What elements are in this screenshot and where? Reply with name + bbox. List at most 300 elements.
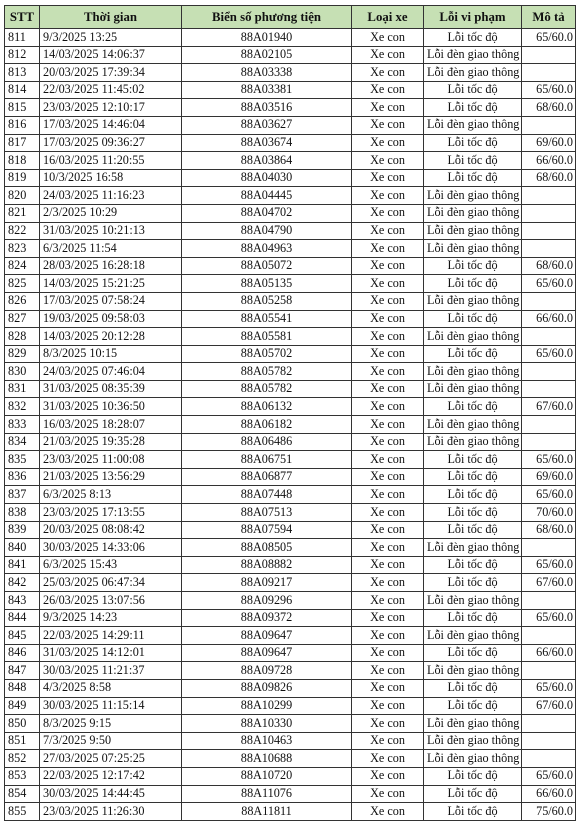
cell-violation: Lỗi đèn giao thông — [424, 732, 522, 750]
table-row — [5, 785, 576, 803]
cell-vehicle-type: Xe con — [352, 433, 424, 451]
cell-plate: 88A03627 — [182, 116, 352, 134]
cell-note — [522, 222, 576, 240]
violations-table — [4, 5, 576, 821]
cell-stt: 826 — [5, 292, 40, 310]
table-row — [5, 240, 576, 258]
cell-stt: 832 — [5, 398, 40, 416]
cell-vehicle-type: Xe con — [352, 574, 424, 592]
cell-stt: 819 — [5, 169, 40, 187]
table-body — [5, 29, 576, 821]
cell-stt: 853 — [5, 767, 40, 785]
cell-time: 16/03/2025 18:28:07 — [40, 416, 182, 434]
cell-time: 31/03/2025 14:12:01 — [40, 644, 182, 662]
cell-stt: 812 — [5, 46, 40, 64]
table-row — [5, 697, 576, 715]
cell-stt: 827 — [5, 310, 40, 328]
cell-note: 66/60.0 — [522, 310, 576, 328]
cell-time: 30/03/2025 11:15:14 — [40, 697, 182, 715]
cell-violation: Lỗi đèn giao thông — [424, 222, 522, 240]
cell-violation: Lỗi đèn giao thông — [424, 416, 522, 434]
table-row — [5, 64, 576, 82]
cell-violation: Lỗi tốc độ — [424, 169, 522, 187]
cell-plate: 88A09217 — [182, 574, 352, 592]
cell-vehicle-type: Xe con — [352, 539, 424, 557]
cell-plate: 88A09728 — [182, 662, 352, 680]
cell-vehicle-type: Xe con — [352, 134, 424, 152]
table-row — [5, 433, 576, 451]
cell-plate: 88A06877 — [182, 468, 352, 486]
cell-plate: 88A05702 — [182, 345, 352, 363]
cell-note — [522, 627, 576, 645]
cell-violation: Lỗi tốc độ — [424, 275, 522, 293]
table-row — [5, 81, 576, 99]
cell-stt: 828 — [5, 328, 40, 346]
table-row — [5, 662, 576, 680]
cell-stt: 855 — [5, 803, 40, 821]
cell-vehicle-type: Xe con — [352, 556, 424, 574]
cell-time: 17/03/2025 07:58:24 — [40, 292, 182, 310]
cell-plate: 88A10299 — [182, 697, 352, 715]
header-time: Thời gian — [40, 6, 182, 29]
cell-time: 22/03/2025 12:17:42 — [40, 767, 182, 785]
cell-violation: Lỗi tốc độ — [424, 679, 522, 697]
cell-note — [522, 363, 576, 381]
cell-plate: 88A02105 — [182, 46, 352, 64]
header-stt: STT — [5, 6, 40, 29]
cell-plate: 88A07448 — [182, 486, 352, 504]
cell-vehicle-type: Xe con — [352, 715, 424, 733]
cell-time: 6/3/2025 15:43 — [40, 556, 182, 574]
cell-plate: 88A03381 — [182, 81, 352, 99]
cell-stt: 831 — [5, 380, 40, 398]
cell-plate: 88A03338 — [182, 64, 352, 82]
table-row — [5, 750, 576, 768]
cell-violation: Lỗi tốc độ — [424, 29, 522, 47]
cell-time: 17/03/2025 09:36:27 — [40, 134, 182, 152]
cell-plate: 88A11811 — [182, 803, 352, 821]
header-violation: Lỗi vi phạm — [424, 6, 522, 29]
cell-note: 68/60.0 — [522, 521, 576, 539]
cell-plate: 88A10688 — [182, 750, 352, 768]
cell-violation: Lỗi tốc độ — [424, 81, 522, 99]
cell-plate: 88A04790 — [182, 222, 352, 240]
table-row — [5, 521, 576, 539]
table-row — [5, 609, 576, 627]
cell-violation: Lỗi tốc độ — [424, 697, 522, 715]
cell-violation: Lỗi tốc độ — [424, 468, 522, 486]
cell-time: 9/3/2025 13:25 — [40, 29, 182, 47]
cell-time: 8/3/2025 9:15 — [40, 715, 182, 733]
cell-stt: 838 — [5, 504, 40, 522]
cell-time: 14/03/2025 14:06:37 — [40, 46, 182, 64]
cell-note: 75/60.0 — [522, 803, 576, 821]
cell-plate: 88A06486 — [182, 433, 352, 451]
cell-vehicle-type: Xe con — [352, 732, 424, 750]
cell-stt: 815 — [5, 99, 40, 117]
cell-note: 68/60.0 — [522, 99, 576, 117]
cell-vehicle-type: Xe con — [352, 81, 424, 99]
cell-violation: Lỗi tốc độ — [424, 99, 522, 117]
cell-plate: 88A08505 — [182, 539, 352, 557]
cell-plate: 88A05258 — [182, 292, 352, 310]
cell-time: 21/03/2025 19:35:28 — [40, 433, 182, 451]
cell-time: 2/3/2025 10:29 — [40, 204, 182, 222]
cell-time: 19/03/2025 09:58:03 — [40, 310, 182, 328]
cell-stt: 833 — [5, 416, 40, 434]
cell-vehicle-type: Xe con — [352, 416, 424, 434]
cell-violation: Lỗi tốc độ — [424, 803, 522, 821]
cell-vehicle-type: Xe con — [352, 292, 424, 310]
cell-vehicle-type: Xe con — [352, 609, 424, 627]
cell-note — [522, 46, 576, 64]
cell-violation: Lỗi đèn giao thông — [424, 240, 522, 258]
cell-violation: Lỗi đèn giao thông — [424, 64, 522, 82]
cell-plate: 88A09647 — [182, 644, 352, 662]
cell-stt: 821 — [5, 204, 40, 222]
cell-vehicle-type: Xe con — [352, 275, 424, 293]
cell-stt: 841 — [5, 556, 40, 574]
table-row — [5, 574, 576, 592]
cell-stt: 816 — [5, 116, 40, 134]
cell-vehicle-type: Xe con — [352, 152, 424, 170]
cell-time: 31/03/2025 08:35:39 — [40, 380, 182, 398]
cell-violation: Lỗi đèn giao thông — [424, 627, 522, 645]
cell-time: 23/03/2025 17:13:55 — [40, 504, 182, 522]
cell-stt: 851 — [5, 732, 40, 750]
cell-time: 16/03/2025 11:20:55 — [40, 152, 182, 170]
table-row — [5, 767, 576, 785]
cell-note — [522, 715, 576, 733]
cell-vehicle-type: Xe con — [352, 116, 424, 134]
cell-note — [522, 187, 576, 205]
cell-stt: 849 — [5, 697, 40, 715]
cell-violation: Lỗi đèn giao thông — [424, 187, 522, 205]
cell-time: 14/03/2025 15:21:25 — [40, 275, 182, 293]
table-row — [5, 451, 576, 469]
cell-plate: 88A03864 — [182, 152, 352, 170]
cell-violation: Lỗi tốc độ — [424, 644, 522, 662]
cell-plate: 88A09296 — [182, 592, 352, 610]
cell-violation: Lỗi tốc độ — [424, 767, 522, 785]
cell-plate: 88A04445 — [182, 187, 352, 205]
table-row — [5, 715, 576, 733]
cell-stt: 844 — [5, 609, 40, 627]
cell-vehicle-type: Xe con — [352, 803, 424, 821]
cell-time: 31/03/2025 10:21:13 — [40, 222, 182, 240]
cell-plate: 88A01940 — [182, 29, 352, 47]
cell-plate: 88A07513 — [182, 504, 352, 522]
header-row — [5, 6, 576, 29]
cell-stt: 840 — [5, 539, 40, 557]
cell-time: 7/3/2025 9:50 — [40, 732, 182, 750]
cell-violation: Lỗi tốc độ — [424, 504, 522, 522]
cell-violation: Lỗi tốc độ — [424, 486, 522, 504]
cell-violation: Lỗi tốc độ — [424, 398, 522, 416]
cell-note: 65/60.0 — [522, 29, 576, 47]
cell-plate: 88A10463 — [182, 732, 352, 750]
cell-vehicle-type: Xe con — [352, 468, 424, 486]
cell-stt: 818 — [5, 152, 40, 170]
header-plate: Biển số phương tiện — [182, 6, 352, 29]
cell-vehicle-type: Xe con — [352, 187, 424, 205]
cell-vehicle-type: Xe con — [352, 363, 424, 381]
table-row — [5, 222, 576, 240]
cell-plate: 88A09826 — [182, 679, 352, 697]
cell-time: 20/03/2025 17:39:34 — [40, 64, 182, 82]
cell-plate: 88A05782 — [182, 380, 352, 398]
cell-time: 22/03/2025 14:29:11 — [40, 627, 182, 645]
cell-violation: Lỗi tốc độ — [424, 257, 522, 275]
table-row — [5, 416, 576, 434]
cell-violation: Lỗi đèn giao thông — [424, 363, 522, 381]
cell-time: 24/03/2025 11:16:23 — [40, 187, 182, 205]
cell-plate: 88A10330 — [182, 715, 352, 733]
cell-vehicle-type: Xe con — [352, 99, 424, 117]
table-row — [5, 275, 576, 293]
cell-time: 17/03/2025 14:46:04 — [40, 116, 182, 134]
cell-time: 30/03/2025 14:33:06 — [40, 539, 182, 557]
cell-note — [522, 116, 576, 134]
cell-time: 8/3/2025 10:15 — [40, 345, 182, 363]
table-row — [5, 504, 576, 522]
cell-vehicle-type: Xe con — [352, 592, 424, 610]
cell-plate: 88A11076 — [182, 785, 352, 803]
cell-note — [522, 416, 576, 434]
cell-note: 69/60.0 — [522, 134, 576, 152]
cell-plate: 88A05581 — [182, 328, 352, 346]
cell-stt: 839 — [5, 521, 40, 539]
cell-plate: 88A06132 — [182, 398, 352, 416]
cell-stt: 814 — [5, 81, 40, 99]
cell-violation: Lỗi tốc độ — [424, 521, 522, 539]
cell-stt: 829 — [5, 345, 40, 363]
cell-vehicle-type: Xe con — [352, 310, 424, 328]
cell-vehicle-type: Xe con — [352, 222, 424, 240]
cell-stt: 825 — [5, 275, 40, 293]
cell-vehicle-type: Xe con — [352, 451, 424, 469]
cell-plate: 88A05782 — [182, 363, 352, 381]
cell-time: 23/03/2025 11:26:30 — [40, 803, 182, 821]
cell-vehicle-type: Xe con — [352, 627, 424, 645]
cell-violation: Lỗi đèn giao thông — [424, 328, 522, 346]
cell-violation: Lỗi tốc độ — [424, 345, 522, 363]
table-row — [5, 310, 576, 328]
table-row — [5, 328, 576, 346]
cell-violation: Lỗi đèn giao thông — [424, 433, 522, 451]
cell-note — [522, 732, 576, 750]
cell-violation: Lỗi tốc độ — [424, 134, 522, 152]
cell-violation: Lỗi đèn giao thông — [424, 539, 522, 557]
cell-plate: 88A09372 — [182, 609, 352, 627]
cell-note: 65/60.0 — [522, 81, 576, 99]
header-vehicle-type: Loại xe — [352, 6, 424, 29]
cell-plate: 88A04702 — [182, 204, 352, 222]
table-row — [5, 187, 576, 205]
cell-stt: 811 — [5, 29, 40, 47]
table-row — [5, 345, 576, 363]
cell-stt: 834 — [5, 433, 40, 451]
cell-stt: 824 — [5, 257, 40, 275]
cell-time: 23/03/2025 12:10:17 — [40, 99, 182, 117]
cell-stt: 817 — [5, 134, 40, 152]
cell-violation: Lỗi đèn giao thông — [424, 292, 522, 310]
cell-stt: 835 — [5, 451, 40, 469]
cell-time: 20/03/2025 08:08:42 — [40, 521, 182, 539]
cell-violation: Lỗi tốc độ — [424, 451, 522, 469]
cell-note: 65/60.0 — [522, 486, 576, 504]
cell-plate: 88A03674 — [182, 134, 352, 152]
cell-time: 25/03/2025 06:47:34 — [40, 574, 182, 592]
table-row — [5, 468, 576, 486]
table-row — [5, 169, 576, 187]
table-row — [5, 732, 576, 750]
cell-time: 28/03/2025 16:28:18 — [40, 257, 182, 275]
cell-violation: Lỗi đèn giao thông — [424, 592, 522, 610]
cell-stt: 820 — [5, 187, 40, 205]
cell-stt: 822 — [5, 222, 40, 240]
cell-vehicle-type: Xe con — [352, 750, 424, 768]
cell-plate: 88A10720 — [182, 767, 352, 785]
cell-stt: 848 — [5, 679, 40, 697]
table-row — [5, 644, 576, 662]
cell-violation: Lỗi đèn giao thông — [424, 662, 522, 680]
table-row — [5, 679, 576, 697]
cell-plate: 88A06751 — [182, 451, 352, 469]
cell-vehicle-type: Xe con — [352, 46, 424, 64]
cell-time: 6/3/2025 8:13 — [40, 486, 182, 504]
cell-stt: 837 — [5, 486, 40, 504]
cell-vehicle-type: Xe con — [352, 257, 424, 275]
cell-vehicle-type: Xe con — [352, 64, 424, 82]
cell-time: 14/03/2025 20:12:28 — [40, 328, 182, 346]
cell-note: 65/60.0 — [522, 679, 576, 697]
cell-note — [522, 64, 576, 82]
cell-vehicle-type: Xe con — [352, 644, 424, 662]
cell-vehicle-type: Xe con — [352, 767, 424, 785]
table-row — [5, 29, 576, 47]
cell-note — [522, 592, 576, 610]
cell-vehicle-type: Xe con — [352, 398, 424, 416]
cell-note: 66/60.0 — [522, 644, 576, 662]
cell-note — [522, 380, 576, 398]
table-row — [5, 627, 576, 645]
cell-note: 68/60.0 — [522, 257, 576, 275]
cell-time: 24/03/2025 07:46:04 — [40, 363, 182, 381]
cell-violation: Lỗi tốc độ — [424, 574, 522, 592]
table-row — [5, 292, 576, 310]
cell-stt: 854 — [5, 785, 40, 803]
cell-plate: 88A06182 — [182, 416, 352, 434]
cell-violation: Lỗi tốc độ — [424, 556, 522, 574]
table-row — [5, 592, 576, 610]
cell-violation: Lỗi tốc độ — [424, 310, 522, 328]
table-row — [5, 116, 576, 134]
table-row — [5, 539, 576, 557]
cell-note: 65/60.0 — [522, 451, 576, 469]
cell-time: 9/3/2025 14:23 — [40, 609, 182, 627]
cell-stt: 823 — [5, 240, 40, 258]
cell-stt: 847 — [5, 662, 40, 680]
cell-stt: 845 — [5, 627, 40, 645]
cell-violation: Lỗi đèn giao thông — [424, 46, 522, 64]
cell-vehicle-type: Xe con — [352, 240, 424, 258]
cell-note: 65/60.0 — [522, 767, 576, 785]
cell-violation: Lỗi tốc độ — [424, 609, 522, 627]
cell-violation: Lỗi đèn giao thông — [424, 380, 522, 398]
cell-note — [522, 662, 576, 680]
cell-note: 65/60.0 — [522, 609, 576, 627]
table-row — [5, 257, 576, 275]
cell-note: 65/60.0 — [522, 275, 576, 293]
cell-vehicle-type: Xe con — [352, 486, 424, 504]
cell-vehicle-type: Xe con — [352, 679, 424, 697]
cell-stt: 852 — [5, 750, 40, 768]
cell-plate: 88A05541 — [182, 310, 352, 328]
cell-time: 27/03/2025 07:25:25 — [40, 750, 182, 768]
cell-stt: 846 — [5, 644, 40, 662]
cell-vehicle-type: Xe con — [352, 328, 424, 346]
cell-stt: 842 — [5, 574, 40, 592]
table-row — [5, 398, 576, 416]
cell-time: 26/03/2025 13:07:56 — [40, 592, 182, 610]
cell-note — [522, 204, 576, 222]
cell-plate: 88A05072 — [182, 257, 352, 275]
cell-plate: 88A08882 — [182, 556, 352, 574]
table-row — [5, 380, 576, 398]
cell-vehicle-type: Xe con — [352, 697, 424, 715]
table-row — [5, 803, 576, 821]
cell-note — [522, 750, 576, 768]
table-row — [5, 99, 576, 117]
cell-note: 66/60.0 — [522, 785, 576, 803]
header-note: Mô tả — [522, 6, 576, 29]
cell-stt: 843 — [5, 592, 40, 610]
cell-vehicle-type: Xe con — [352, 29, 424, 47]
cell-plate: 88A05135 — [182, 275, 352, 293]
cell-time: 30/03/2025 11:21:37 — [40, 662, 182, 680]
cell-time: 4/3/2025 8:58 — [40, 679, 182, 697]
cell-note: 69/60.0 — [522, 468, 576, 486]
cell-vehicle-type: Xe con — [352, 204, 424, 222]
cell-time: 21/03/2025 13:56:29 — [40, 468, 182, 486]
cell-note: 65/60.0 — [522, 345, 576, 363]
cell-stt: 836 — [5, 468, 40, 486]
cell-note — [522, 240, 576, 258]
cell-plate: 88A04030 — [182, 169, 352, 187]
cell-note: 65/60.0 — [522, 556, 576, 574]
cell-time: 23/03/2025 11:00:08 — [40, 451, 182, 469]
table-row — [5, 486, 576, 504]
cell-vehicle-type: Xe con — [352, 662, 424, 680]
cell-note: 70/60.0 — [522, 504, 576, 522]
cell-stt: 830 — [5, 363, 40, 381]
table-row — [5, 363, 576, 381]
cell-violation: Lỗi đèn giao thông — [424, 204, 522, 222]
cell-vehicle-type: Xe con — [352, 169, 424, 187]
cell-plate: 88A03516 — [182, 99, 352, 117]
cell-vehicle-type: Xe con — [352, 785, 424, 803]
cell-violation: Lỗi tốc độ — [424, 785, 522, 803]
cell-note — [522, 433, 576, 451]
cell-note: 67/60.0 — [522, 574, 576, 592]
table-row — [5, 556, 576, 574]
cell-time: 6/3/2025 11:54 — [40, 240, 182, 258]
cell-time: 31/03/2025 10:36:50 — [40, 398, 182, 416]
cell-stt: 813 — [5, 64, 40, 82]
cell-violation: Lỗi tốc độ — [424, 152, 522, 170]
cell-note — [522, 539, 576, 557]
